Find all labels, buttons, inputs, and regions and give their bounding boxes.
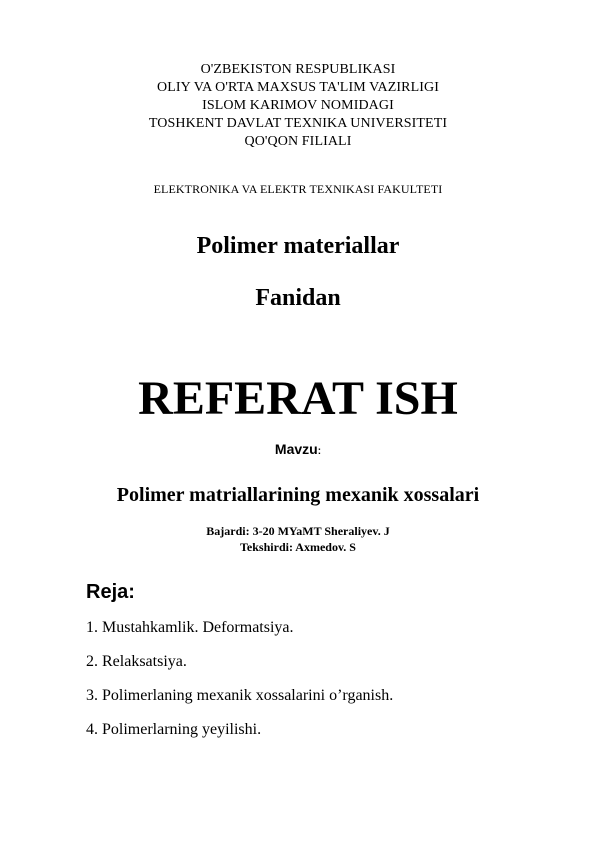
plan-item: 4. Polimerlarning yeyilishi. bbox=[86, 721, 262, 738]
plan-item: 1. Mustahkamlik. Deformatsiya. bbox=[86, 619, 294, 636]
mavzu-colon: : bbox=[317, 446, 322, 457]
fanidan-label: Fanidan bbox=[255, 285, 341, 311]
mavzu-label bbox=[0, 440, 596, 461]
header-line-ministry: OLIY VA O'RTA MAXSUS TA'LIM VAZIRLIGI bbox=[157, 80, 439, 95]
credits-bajardi: Bajardi: 3-20 MYaMT Sheraliyev. J bbox=[206, 524, 390, 538]
header-line-republic: O'ZBEKISTON RESPUBLIKASI bbox=[200, 62, 396, 77]
work-type-heading: REFERAT ISH bbox=[138, 372, 458, 425]
faculty-name: ELEKTRONIKA VA ELEKTR TEXNIKASI FAKULTETI bbox=[153, 182, 443, 196]
header-line-named-after: ISLOM KARIMOV NOMIDAGI bbox=[202, 98, 394, 113]
header-line-university: TOSHKENT DAVLAT TEXNIKA UNIVERSITETI bbox=[148, 116, 448, 131]
credits-tekshirdi: Tekshirdi: Axmedov. S bbox=[240, 540, 356, 554]
plan-item: 3. Polimerlaning mexanik xossalarini o’rganish. bbox=[86, 687, 394, 704]
mavzu-label-text: Mavzu bbox=[274, 441, 318, 457]
subject-title: Polimer materiallar bbox=[196, 233, 400, 259]
plan-item: 2. Relaksatsiya. bbox=[86, 653, 187, 670]
plan-title: Reja: bbox=[86, 581, 135, 603]
header-line-branch: QO'QON FILIALI bbox=[244, 134, 352, 149]
topic-title: Polimer matriallarining mexanik xossalari bbox=[116, 484, 480, 506]
